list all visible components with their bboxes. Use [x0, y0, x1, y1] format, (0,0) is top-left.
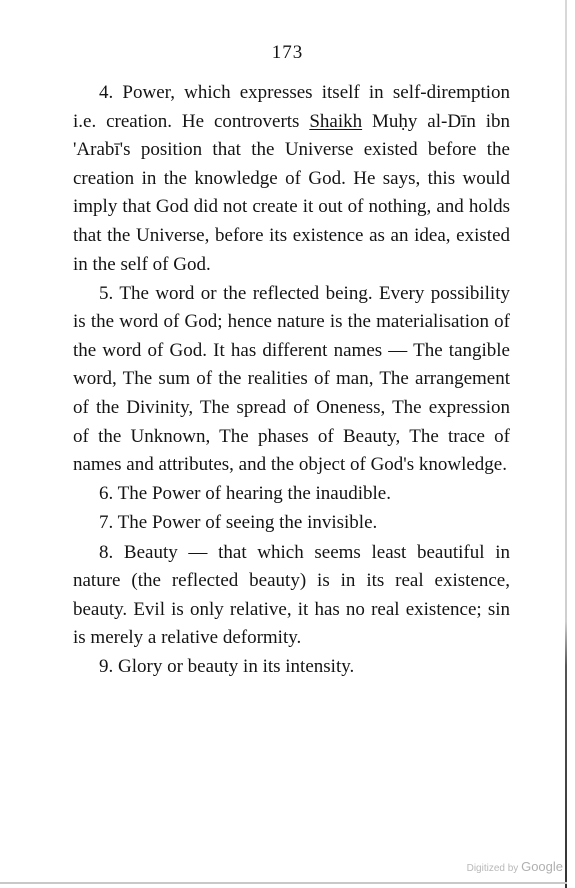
underlined-word: Shaikh	[309, 110, 363, 132]
page-number: 173	[271, 42, 304, 63]
page-edge-bottom	[0, 882, 567, 884]
paragraph-9: 9. Glory or beauty in its intensity.	[99, 656, 355, 678]
paragraph-4-text-end: Muḥy al-Dīn ibn 'Arabī's position that the Universe existed before the creation in the knowledge of God. He says, this would imply that God did not create it out of nothing, and holds that the Universe, before its existence as an idea, existed in the self of God.	[73, 110, 510, 275]
body-text	[73, 79, 510, 682]
paragraph-7: 7. The Power of seeing the invisible.	[99, 512, 378, 534]
paragraph-8: 8. Beauty — that which seems least beautiful in nature (the reflected beauty) is in its real existence, beauty. Evil is only relative, it has no real existence; sin is merely a relative deformity.	[73, 541, 510, 649]
digitized-watermark	[467, 859, 563, 874]
paragraph-6: 6. The Power of hearing the inaudible.	[99, 483, 391, 505]
paragraph-4-text-start: 4. Power, which expresses itself in self-diremption i.e. creation. He controverts	[73, 82, 510, 132]
page-edge-right	[565, 0, 567, 888]
watermark-brand: Google	[521, 859, 563, 874]
paragraph-5: 5. The word or the reflected being. Every possibility is the word of God; hence nature is the materialisation of the word of God. It has different names — The tangible word, The sum of the realities of man, The arrangement of the Divinity, The spread of Oneness, The expression of the Unknown, The phases of Beauty, The trace of names and attributes, and the object of God's knowledge.	[73, 282, 510, 476]
paragraph-4	[73, 79, 510, 279]
watermark-prefix: Digitized by	[466, 863, 519, 874]
